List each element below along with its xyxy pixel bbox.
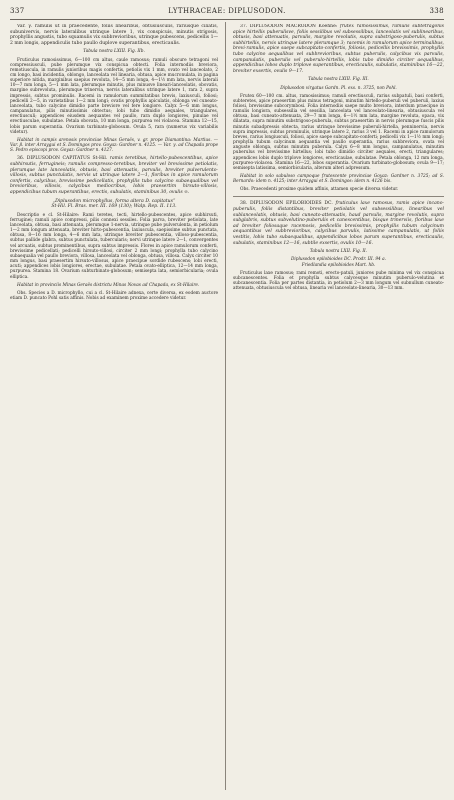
section-rule bbox=[233, 196, 444, 197]
species-38-description: Fruticulus laxe ramosus; rami remoti, erecto-patuli, juniores pube minima vel vix conspicua subcanescentes. Folia et prophylla subtus calycesque minutim puberulo-velutina et subcanescentia. Folia per partes distantia, in petiolum 2—3 mm longum vel subnullum cuneato-attenuata, obtusiuscula vel obtusa, linearia vel lanceolato-linearia, 30—13 mm. bbox=[233, 270, 444, 292]
family-name: LYTHRACEAE: bbox=[168, 7, 226, 15]
species-37-plate: Tabula nostra LXIII. Fig. III. bbox=[308, 77, 369, 83]
species-37-habitat: Habitat in solo sabuloso campoque frutescente provinciae Goyaz: Gardner n. 3725; ad S. Bernardo: idem n. 4125; inter Arraygui et S. Domingos: idem n. 4126 bis. bbox=[233, 174, 444, 185]
species-36-observation: Obs. Species a D. microphyllo, cui a cl. St-Hilaire adnexa, certe diversa, ex eodem auctore etiam D. puncato Pohl satis affinis. Nobis ad examinem proxime accedere videtur. bbox=[10, 290, 218, 302]
left-column bbox=[10, 24, 218, 790]
species-37-diagnosis: frutex ramosissimus, ramulis subtetragonis apice hirtellis puberulisve, foliis sessilibus vel subsessilibus, lanceolatis vel sublinearibus, obtusis, basi attenuatis, parvulis, margine revolutis, supra substrigoso-puberulis, subtus subhirtellis, nervis utrinque latere plerumque 3; racemis in ramulorum apice terminalibus, brevi-ramulis, apice saepe subcapitato-confertis, foliosis, pedicellis brevissimis, prophyllis tubo calycino aequalibus vel subbrevioribus, subtus puberulis, calycibus vix parvulis, campanulatis, puberulis vel puberulo-hirtellis, lobis tubo dimidio circiter aequalibus, appendicibus lobos duplo triplove superantibus, erecticaulis, subulatis, staminibus 16—22, breviter exsertis, ovulis 9—17. bbox=[233, 24, 444, 74]
species-38-diagnosis: fruticulus laxe ramosus, ramis apice incano-puberulis, foliis distantibus, breviter petiolatis vel subsessilibus, linearibus vel sublanceolatis, obtusis, basi cuneato-attenuatis, haud parvulis, margine revolutis, supra subglabris, subtus subvelutino-puberulis et canescentibus, bisque trinerviis, floribus laxe ad breviter foliosaque racemosis, pedicellis brevissimis, prophyllis tubum calycinum aequantibus vel subbrevioribus, calycibus parvulis, latissime campanulatis, ut foliis vestitis, lobis tubo subaequalibus, appendicibus lobos parum superantibus, erecticaulis, subulatis, staminibus 12—16, subtile exsertis, ovulis 10—16. bbox=[233, 201, 444, 246]
species-36-synonym-ref: St-Hil. Fl. Bras. mer. III. 169 (130); Walp. Rep. II. 113. bbox=[51, 204, 177, 210]
species-38-title: 38. DIPLUSODON EPILOBIOIDES DC. bbox=[240, 201, 333, 207]
species-38-synonym-2: Friedlandia epilobioides Mart. hb. bbox=[301, 262, 376, 268]
species-37-observation: Obs. Praecedenti proxime quidem affinis, attamen specie diversa videtur. bbox=[240, 187, 399, 193]
species-38-synonyms bbox=[233, 257, 444, 267]
species-35-habitat: Habitat in campis arenosis provinciae Minas Geraës, v. gr. prope Diamantina: Martius. — Var. β. inter Arraygui et S. Domingos prov. Goyaz: Gardner n. 4125. — Var. γ. ad Chapada prope S. Pedro episcopi prov. Goyaz: Gardner n. 4127. bbox=[10, 137, 218, 154]
page-number-left: 337 bbox=[10, 7, 25, 15]
running-title bbox=[10, 7, 444, 15]
column-divider bbox=[225, 22, 226, 790]
species-37-entry bbox=[233, 24, 444, 74]
species-36-habitat: Habitat in provinciis Minas Geraës districtu Minas Novas ad Chapada, ex St-Hilaire. bbox=[17, 282, 200, 288]
right-column bbox=[233, 24, 444, 790]
running-header bbox=[10, 7, 444, 19]
variety-gamma-text: Var. γ. ramulis ut in praecedente, foliis linearibus, obtusiusculis, rariusque ciliatis, subunivervis, nervis lateralibus utrinque latere 1, vix conspicuis, minutis strigosis, prophyllis angustis, tubo squamulis vix subbrevioribus, utrinque pubescens, pedicellis 1—2 mm longis, appendiculis tubo paullo duplove superantibus, erecticaulis. bbox=[10, 24, 218, 46]
species-37-synonym: Diplusodon virgatus Gardn. Pl. exs. n. 3725, non Pohl. bbox=[280, 85, 397, 91]
species-36-diagnosis: ramis teretibus, hirtello-pubescentibus, apice subhirsutis, ferrugineis; ramulis compresso-teretibus, breviter vel brevissime petiolatis, plerumque late lanceolatis, obtusis, basi attenuatis, parvulis, breviter pulverulento-villosis, subtus punctulatis, nervis ut utrinque latere 2—1, floribus in apice ramulorum confertis, calycibus, brevissime pedicellatis, prophyllis tubo calycino subaequalibus vel brevioribus, villosis, calycibus mediocribus, lobis praesertim hirsuto-villosis, appendicibus tubum superantibus, erectis, subulatis, staminibus 30, ovulis ∞. bbox=[10, 156, 218, 195]
species-36-entry bbox=[10, 156, 218, 195]
species-37-title: 37. DIPLUSODON MACRODON Koehne: bbox=[240, 24, 338, 29]
variety-gamma-plate: Tabula nostra LXIII. Fig. IIb. bbox=[83, 49, 145, 55]
species-36-description: Descriptio e cl. St-Hilaire: Rami teretes, tecti, hirtello-pubescentes, apice subhirsuti, ferruginei; ramuli apice compressi, pilis connexi sessiles. Folia parva, breviter petiolata, late lanceolata, obtusa, basi attenuata, plerumque 1-nervia, utrinque pube pulverulenta, in petiolum 1—2 mm longum attenuata, breviter hirto-pubescentia, laxiuscula, saepissime subtus punctata, obtusa, 8—16 mm longa, 4—6 mm lata, utrinque breviter pubescentia, villoso-pubescentia, subtus pallide glabra, subtus punctulata, tubercularis; nervi utrinque latere 2—1, convergentes vel arcuatis, subtus prominentibus, supra subtus impressis. Flores in apice ramulorum conferti, brevissime pedicellati; pedicelli hirsuto-villosi, circiter 2 mm longi; prophylla tubo calycino subaequalia vel paullo breviora, villosa, lanceolata vel oblonga, obtusa, villosa. Calyx circiter 10 mm longus, basi praesertim hirsuto-villosus, apice praecipue sordide rubescens; lobi erecti, acuti; appendices lobis longiores, erectae, subulatae. Petala ovato-elliptica, 12—14 mm longa, purpurea. Stamina 18. Ovarium subturbinato-globosum; semisepta lata, semiorbicularia; ovula elliptica. bbox=[10, 212, 218, 280]
species-37-description: Frutex 60—100 cm. altus, ramosissimus; ramuli erectiusculi, rarius subpatuli, basi conferti, subteretes, apice praesertim plus minus tetragoni, minutim hirtello-puberuli vel puberuli, laxius foliosi, brevissime subcorymbosi. Folia internodiis saepe multo breviora, interdum praecipue in ramulis longiora, subsessilia vel sessilia, lanceolata vel lanceolato-linearia, obtusiuscula vel obtusa, basi cuneato-attenuata, 29—7 mm longa, 6—1½ mm lata, margine revoluta, opaca, vix dilatata, supra minutim substrigoso-puberula, subtus praesertim in nervis plerumque fuscis pilis minutis subadpressis obtecta, rarius utrinque brevissime puberuli-hirtella, penninervia, nervis supra impressis, subtus prominulis, utrinque latere 2, rarius 3 vel 1. Racemi in apice ramulorum breves, rarius longiusculi, foliosi, apice saepe subcapitato-conferti; pedicelli vix 1—1½ mm longi; prophylla tubum calycinum aequantia vel paullo superantia, rarius subbreviora, ovata vel anguste oblonga, subtus minutim puberula. Calyx 6—8 mm longus, campanulatus, minutim puberulus vel brevissime hirtellus; lobi tubo dimidio circiter aequales, erecti, triangulares; appendices lobis duplo triplove longiores, erecticaulae, subulatae. Petala oblonga, 12 mm longa, purpureo-violacea. Stamina 16—22, lobos superantia. Ovarium turbinato-globosum; ovula 9—17; semisepta latissima, semiorbicularia, alterum alteri adpressum. bbox=[233, 93, 444, 171]
species-38-entry bbox=[233, 201, 444, 246]
species-35-description: Fruticulus ramosissimus, 6—100 cm altus, caule ramosus; ramuli obscure tetragoni vel compressiusculi, pube plerumque vix conspicua obtecti. Folia internodiis breviora, remotiuscula, in ramulis junioribus magis confertis, petiolis vix 1 mm, ovato vel lanceolato, 2 cm longo, basi incidentia, oblongo, lanceolata vel linearia, obtusa, apice mucronulata, in pagina superiore nitida, marginibus saepius revoluta, 14—5 mm longa, 4—1½ mm lata, nervis laterali 10—7 mm longa, 5—1 mm lata, plerumque minutis, plus minusve lineari-lanceolatis, obovatis, margine subrevoluta, plerumque trinervia, nervis lateralibus utrinque latere 1, rara 2, supra impressis, subtus prominulis. Racemi in ramulorum summitatibus brevis, laxiusculi, foliosi; pedicelli 2—5, in varietatibus 1—2 mm longi; ovatis prophyllis apiculatis, oblonga vel cuneato-lanceolata, tubo calycino dimidio parte breviore vel fere longiore. Calyx 5—6 mm longus, campanulatus, pilis minutissimis obtectus; lobi tubo dimidio aequales, triangulares, erectiusculi; appendices eiusdem aequantes vel paullo, rara duplo longiores, pinulae vel erectiusculae, subulatae. Petala obovata, 10 mm longa, purpurea vel violacea. Stamina 12—15, lobis parum superantia. Ovarium turbinato-globosum. Ovula 5, rara (numerus vix variabilis videtur). bbox=[10, 57, 218, 135]
species-38-plate: Tabula nostra LXII. Fig. II. bbox=[309, 249, 368, 255]
species-36-title: 36. DIPLUSODON CAPITATUS St-Hil. bbox=[17, 156, 108, 162]
species-36-synonym-name: „Diplusodon microphyllus, forma altera D. capitatus“ bbox=[52, 198, 176, 204]
genus-name: DIPLUSODON. bbox=[228, 7, 286, 15]
header-rule bbox=[10, 19, 444, 20]
species-36-synonym bbox=[10, 199, 218, 210]
page-number-right: 338 bbox=[429, 7, 444, 15]
species-38-synonym-1: Diplusodon epilobioides DC. Prodr. III. 94 a. bbox=[291, 257, 386, 263]
